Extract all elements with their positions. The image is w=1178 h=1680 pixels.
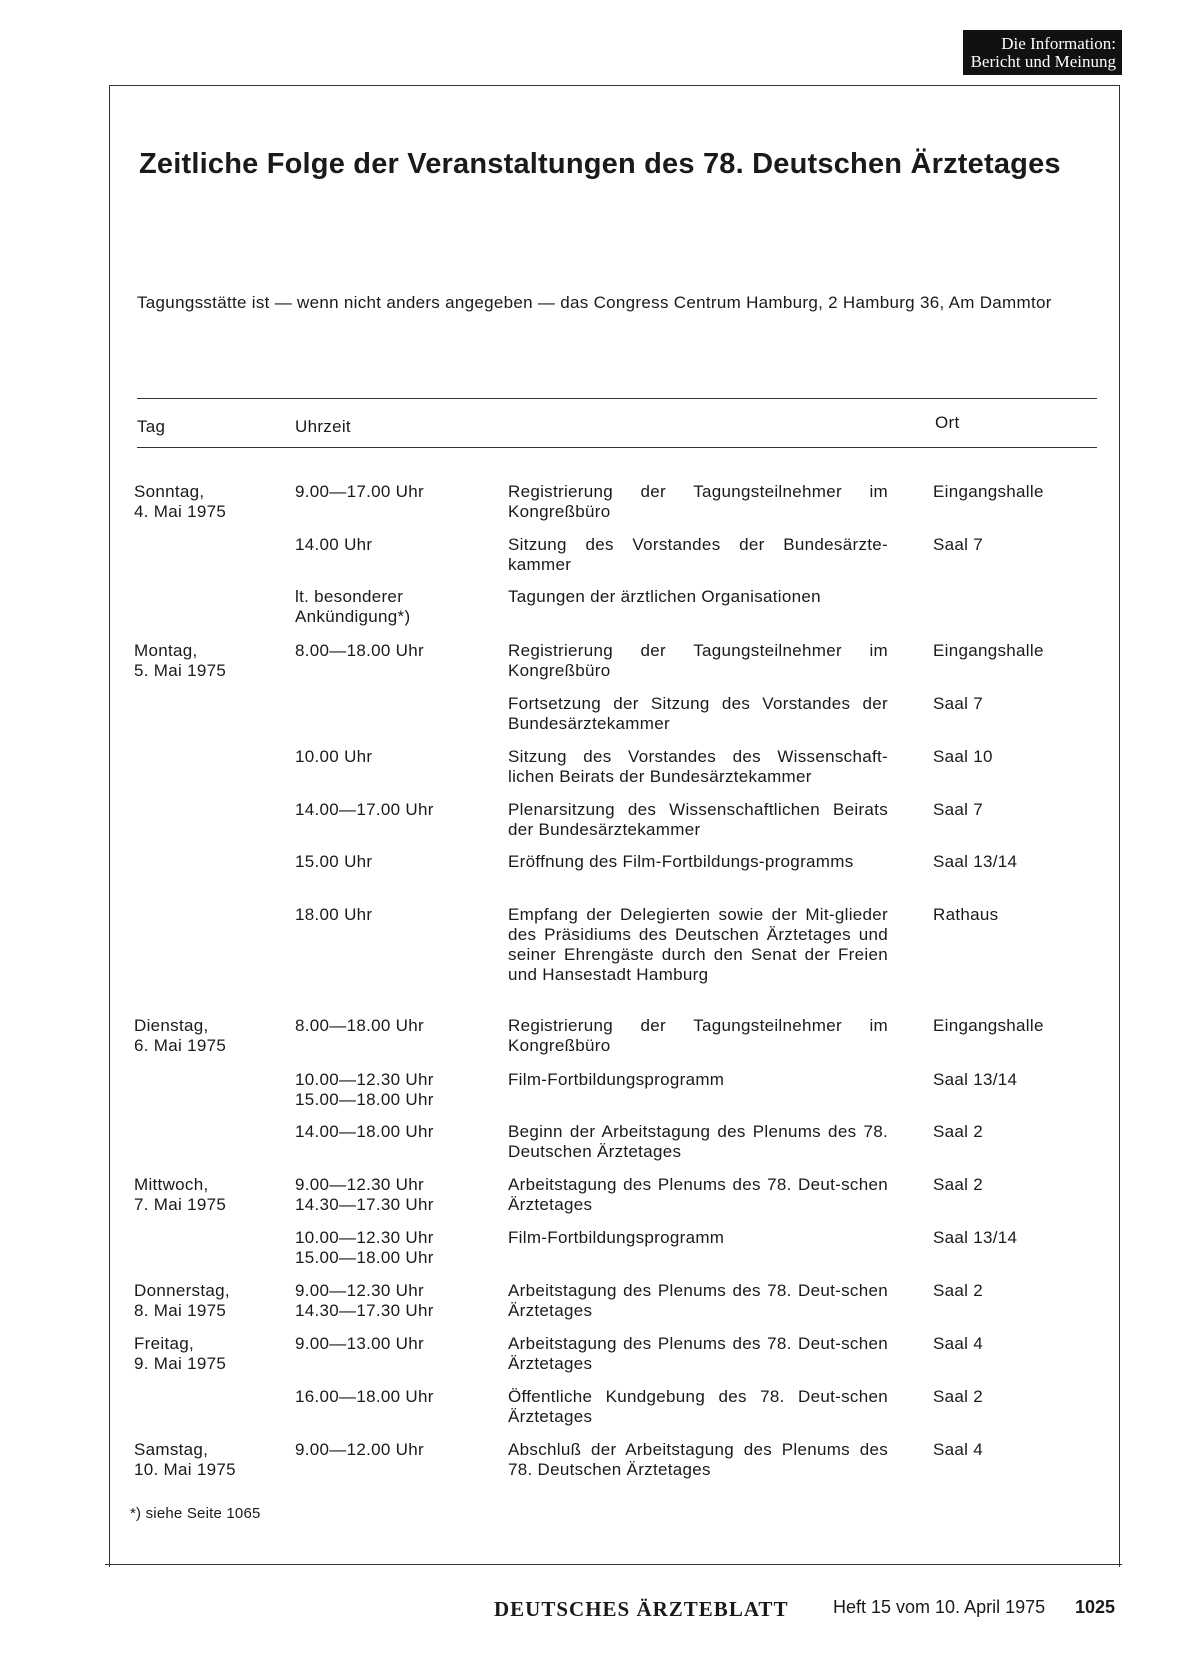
row-place: Saal 7 [933, 800, 984, 819]
row-event: Arbeitstagung des Plenums des 78. Deut-schen Ärztetages [508, 1281, 888, 1320]
row-time: 10.00—12.30 Uhr 15.00—18.00 Uhr [295, 1228, 434, 1267]
row-day: Samstag, 10. Mai 1975 [134, 1440, 236, 1479]
row-event: Registrierung der Tagungsteilnehmer im Kongreßbüro [508, 1016, 888, 1055]
row-time: 9.00—12.00 Uhr [295, 1440, 424, 1459]
row-time: 16.00—18.00 Uhr [295, 1387, 434, 1406]
row-event: Öffentliche Kundgebung des 78. Deut-schen Ärztetages [508, 1387, 888, 1426]
row-place: Rathaus [933, 905, 999, 924]
section-tag-line-2: Bericht und Meinung [970, 52, 1116, 71]
row-place: Eingangshalle [933, 1016, 1044, 1035]
row-event: Sitzung des Vorstandes der Bundesärzte-kammer [508, 535, 888, 574]
row-event: Arbeitstagung des Plenums des 78. Deut-schen Ärztetages [508, 1334, 888, 1373]
row-event: Empfang der Delegierten sowie der Mit-glieder des Präsidiums des Deutschen Ärztetages und seiner Ehrengäste durch den Senat der Freien und Hansestadt Hamburg [508, 905, 888, 984]
row-event: Registrierung der Tagungsteilnehmer im Kongreßbüro [508, 482, 888, 521]
footer-journal-name: DEUTSCHES ÄRZTEBLATT [494, 1597, 789, 1621]
row-event: Registrierung der Tagungsteilnehmer im Kongreßbüro [508, 641, 888, 680]
row-place: Saal 10 [933, 747, 993, 766]
row-time: 8.00—18.00 Uhr [295, 641, 424, 660]
row-time: lt. besonderer Ankündigung*) [295, 587, 411, 626]
row-time: 14.00—18.00 Uhr [295, 1122, 434, 1141]
row-time: 9.00—13.00 Uhr [295, 1334, 424, 1353]
row-day: Donnerstag, 8. Mai 1975 [134, 1281, 230, 1320]
row-place: Saal 4 [933, 1334, 984, 1353]
row-day: Sonntag, 4. Mai 1975 [134, 482, 227, 521]
footer-page-number: 1025 [1075, 1597, 1116, 1617]
row-event: Fortsetzung der Sitzung des Vorstandes der Bundesärztekammer [508, 694, 888, 733]
row-place: Saal 4 [933, 1440, 984, 1459]
row-place: Saal 13/14 [933, 1228, 1018, 1247]
row-place: Saal 2 [933, 1175, 984, 1194]
row-time: 9.00—12.30 Uhr 14.30—17.30 Uhr [295, 1175, 434, 1214]
row-time: 10.00—12.30 Uhr 15.00—18.00 Uhr [295, 1070, 434, 1109]
row-place: Eingangshalle [933, 641, 1044, 660]
row-event: Abschluß der Arbeitstagung des Plenums des 78. Deutschen Ärztetages [508, 1440, 888, 1479]
row-event: Arbeitstagung des Plenums des 78. Deut-schen Ärztetages [508, 1175, 888, 1214]
page-title: Zeitliche Folge der Veranstaltungen des 78. Deutschen Ärztetages [139, 148, 1061, 180]
row-event: Eröffnung des Film-Fortbildungs-programms [508, 852, 854, 871]
row-time: 14.00 Uhr [295, 535, 373, 554]
footer-issue: Heft 15 vom 10. April 1975 [833, 1597, 1046, 1617]
row-day: Freitag, 9. Mai 1975 [134, 1334, 227, 1373]
row-day: Montag, 5. Mai 1975 [134, 641, 227, 680]
row-place: Saal 2 [933, 1281, 984, 1300]
row-place: Saal 7 [933, 694, 984, 713]
row-time: 9.00—12.30 Uhr 14.30—17.30 Uhr [295, 1281, 434, 1320]
row-time: 10.00 Uhr [295, 747, 373, 766]
row-place: Saal 13/14 [933, 852, 1018, 871]
column-header-place: Ort [935, 413, 960, 432]
row-event: Beginn der Arbeitstagung des Plenums des 78. Deutschen Ärztetages [508, 1122, 888, 1161]
row-day: Mittwoch, 7. Mai 1975 [134, 1175, 227, 1214]
row-event: Sitzung des Vorstandes des Wissenschaft-lichen Beirats der Bundesärztekammer [508, 747, 888, 786]
row-day: Dienstag, 6. Mai 1975 [134, 1016, 227, 1055]
row-time: 9.00—17.00 Uhr [295, 482, 424, 501]
column-header-day: Tag [137, 417, 166, 436]
row-place: Eingangshalle [933, 482, 1044, 501]
row-time: 14.00—17.00 Uhr [295, 800, 434, 819]
row-event: Tagungen der ärztlichen Organisationen [508, 587, 821, 606]
row-place: Saal 2 [933, 1387, 984, 1406]
row-time: 18.00 Uhr [295, 905, 373, 924]
footnote: *) siehe Seite 1065 [130, 1505, 261, 1522]
row-event: Plenarsitzung des Wissenschaftlichen Beirats der Bundesärztekammer [508, 800, 888, 839]
row-place: Saal 2 [933, 1122, 984, 1141]
row-event: Film-Fortbildungsprogramm [508, 1228, 725, 1247]
section-tag-line-1: Die Information: [1001, 34, 1116, 53]
row-event: Film-Fortbildungsprogramm [508, 1070, 725, 1089]
row-time: 15.00 Uhr [295, 852, 373, 871]
row-place: Saal 13/14 [933, 1070, 1018, 1089]
row-time: 8.00—18.00 Uhr [295, 1016, 424, 1035]
intro-text: Tagungsstätte ist — wenn nicht anders angegeben — das Congress Centrum Hamburg, 2 Hamburg 36, Am Dammtor [137, 293, 1052, 312]
row-place: Saal 7 [933, 535, 984, 554]
column-header-time: Uhrzeit [295, 417, 351, 436]
